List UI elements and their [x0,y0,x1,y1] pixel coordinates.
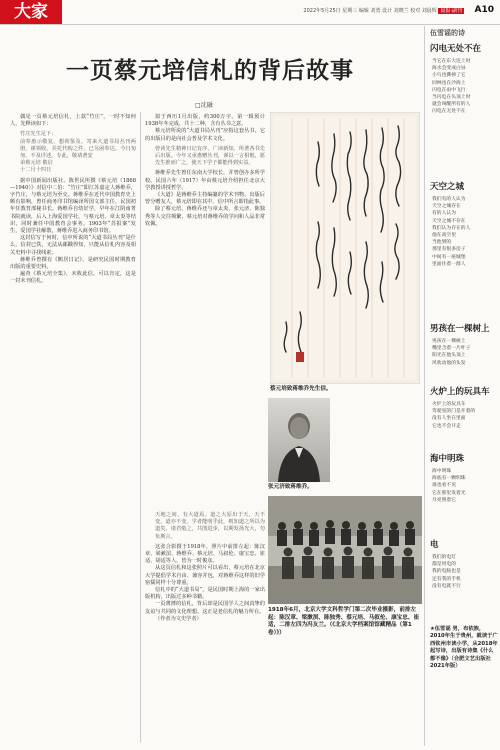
paragraph: 蒋维乔先生曾任东南大学校长，并曾创办多所学校。民国六年（1917）年由蔡元培介绍担任北京大学教授讲授哲学。 [145,170,265,191]
paragraph: 除了蔡元培，蒋维乔还与章太炎、张元济、陈独秀等人交往频繁，蔡元培对蒋维乔的学问和人品非常钦佩。 [145,206,265,227]
quoted-passage-2 [145,512,265,541]
date-line: 2022年5月25日 星期三 编辑 刘勇 设计 刘晓兰 校对 刘晨辉 [303,8,437,14]
poem-line: 它也不会开走 [432,423,461,429]
poem-line: 我们有的人认为 [432,197,466,202]
paragraph: 遍查《蔡元培全集》，未收此信。可以肯定，这是一封未刊信札。 [10,271,136,285]
letter-line: 前奉惠示敬复，想荷鉴及。寄来大道书局丛刊两册，谨领收，并托代购之件，已另函奉达。今日匆匆，不及详述。专此，敬请著安 [20,138,136,160]
poem-body [432,338,498,367]
poem-line: 天空之城不存在 [432,218,466,224]
section-badge: 晨报·副刊 [440,8,462,14]
poem-line: 我的电脑也是 [432,569,461,575]
group-photo-caption: 1918年6月，北京大学文科哲学门第二次毕业摄影，前排左起：陈汉章、梁漱溟、陈独秀、蔡元培、马叙伦、康宝忠、崔适，二排左四为冯友兰。（《北京大学档案馆馆藏精品（第1卷）》） [268,607,420,636]
poem-line: 里面住着一群人 [432,261,466,267]
poem-line: 当它在东大连上时 [432,59,471,64]
poem-line: 闪电在无处不在 [432,109,466,115]
article-column-3 [145,512,265,623]
poem-line: 火炉上的玩具车 [432,402,466,407]
poem-line: 风吹动他的头发 [432,360,466,366]
author-sign: （作者为文史学者） [155,615,202,622]
poem-body [432,196,498,268]
issue-meta [303,7,464,14]
poem-line: 还有我的手机 [432,576,461,582]
poem-body [432,554,498,590]
poem-line: 我们认为存在的人 [432,225,471,231]
poem-title: 海中明珠 [430,454,465,464]
portrait-caption: 张元济致蒋维乔。 [268,484,313,490]
paragraph: 拟于西历1月出版，约300万字。第一辑预计1938年冬完成，共十二种，含有丛书之意。 [145,114,265,128]
poem-body [432,58,498,116]
poem-line: 中间有一座城堡 [432,254,466,260]
poem-line: 月亮照着它 [432,497,456,503]
quoted-passage [145,146,265,168]
poem-line: 它在那里发着光 [432,490,466,496]
section-brand: 大家 [0,0,62,24]
letter-transcription [10,131,136,174]
poem-body [432,468,498,504]
article-column-1 [10,114,136,286]
paragraph: 《大道》是蒋维乔主持编纂的学术刊物，出版后曾分赠友人，蔡元培即在其中。信中所言即指此事。 [145,192,265,206]
paragraph: 一页薄薄的信札，背后却是民国学人之间真挚的友谊与共同的文化理想。这正是老信札的魅力所在。 [145,601,265,615]
paragraph: 据中国新闻出版社、陈世民所撰《蔡元培（1868—1940）》对信中二伯：“竹庄”即江苏嘉定人蒋维乔，字竹庄，与蔡元培为至交。蒋维乔在近代中国教育史上颇有影响，曾任商务印书馆编译所国文部主任，民国初年任教育部秘书长。蒋维乔自幼好学，早年在江阴南菁书院就读，后入上海爱国学社，与蔡元培、章太炎等结识，同时兼任中国教育会事务。1903年“苏报案”发生，爱国学社解散，蒋维乔进入商务印书馆。 [10,177,136,235]
portrait-photo [268,398,330,482]
paragraph: 这封信写于何时，信中所说的“大道书局丛刊”是什么，信封已佚，无法从邮戳得知，只能从信札内容及相关史料中寻找线索。 [10,235,136,256]
poem-line: 海底有一颗明珠 [432,476,466,482]
poem-title: 火炉上的玩具车 [430,387,490,397]
paragraph: 蔡元培所说的“大道书局丛刊”应指这套丛书，它的出版目的是向社会普及学术文化。 [145,128,265,142]
poem-line: 当闪电在头顶上时 [432,95,471,101]
quote-text: 曾读先生精神日记有序，广读新知，所著各书先后出版。今年又承惠赠丛刊，谨以一言相勉，愿先生推而广之，使天下学子都能得到实益。 [155,145,265,167]
paragraph: 从这页信札和这张照片可以看出，蔡元培在北京大学提倡学术自由、兼容并包，对蒋维乔这样的旧学宿儒同样十分尊重。 [145,565,265,586]
poem-line: 没有电就不行 [432,583,461,589]
poem-line: 当他到的 [432,240,452,246]
poem-title: 天空之城 [430,182,465,192]
article-column-2 [145,114,265,228]
poem-line: 谁也看不见 [432,483,456,489]
poem-title: 男孩在一棵树上 [430,324,490,334]
article-title: 一页蔡元培信札的背后故事 [66,57,354,84]
poem-line: 闪电在雨中飞行 [432,87,466,93]
poem-title: 闪电无处不在 [430,44,482,54]
sidebar-divider [424,26,425,746]
poem-body [432,401,498,430]
letter-line: 竹庄先生足下： [20,131,57,138]
poet-bio: ★伍雪谣 男，布依族，2010年生于贵州，就读于广西钦州市读小学，从2018年起写诗，出版有诗集《什么都不像》（合肥文艺出版社2021年版） [430,626,498,670]
poem-line: 没有人坐在里面 [432,416,466,422]
poem-line: 天空之城存在 [432,204,461,210]
page-number: A10 [474,5,494,15]
poem-line: 海水会变成白昼 [432,66,466,72]
paragraph: 蒋维乔曾撰有《鹪居日记》，是研究民国时期教育出版的重要史料。 [10,256,136,271]
poem-line: 男孩在一棵树上 [432,339,466,344]
article-author: □沈融 [195,102,213,109]
letter-photo [270,112,420,384]
poem-line: 我们的电灯 [432,555,456,560]
letter-line: 弟蔡元培 敬启 [20,160,53,167]
column-divider [140,112,141,742]
paragraph: 信札中的“大道书局”，是民国时期上海的一家出版机构，出版过多种书籍。 [145,587,265,601]
poem-line: 小鸟也撕掉了它 [432,73,466,79]
poem-line: 海中明珠 [432,469,452,474]
poem-line: 同林也在沙海上 [432,80,466,86]
group-photo [268,496,422,604]
paragraph: 偶见一页蔡元培信札，上款“竹庄”，一时不知何人，先释读如下： [10,114,136,128]
poem-line: 那里有很多房子 [432,247,466,253]
poem-line: 嘴里含着一片叶子 [432,346,471,352]
quote-text: 天地之间，有大道焉。道之大原出于天，天不变，道亦不变。学者能明乎此，则知道之所以为道矣。诸君勉之，共图进步，以期发扬光大，勿负斯言。 [155,512,265,540]
letter-caption: 蔡元培致蒋维乔先生信。 [270,386,332,392]
poem-line: 驾驶室的门是开着的 [432,409,476,415]
poem-line: 他在高空里 [432,233,456,239]
poem-line: 阳光在他头顶上 [432,353,466,359]
poem-line: 有的人认为 [432,211,456,217]
sidebar-column-title: 伍雪谣的诗 [430,29,465,37]
poem-title: 电 [430,540,439,550]
paragraph: 这张合影摄于1918年，照片中前排左起：陈汉章、梁漱溟、蒋维乔、蔡元培、马叙伦、康宝忠、崔适、胡适等人，皆为一时俊彦。 [145,543,265,565]
page-header [0,0,500,25]
poem-line: 都是用电的 [432,562,456,568]
letter-line: 十二月十四日 [20,167,52,174]
poem-line: 就会叫醒所有的人 [432,102,471,108]
